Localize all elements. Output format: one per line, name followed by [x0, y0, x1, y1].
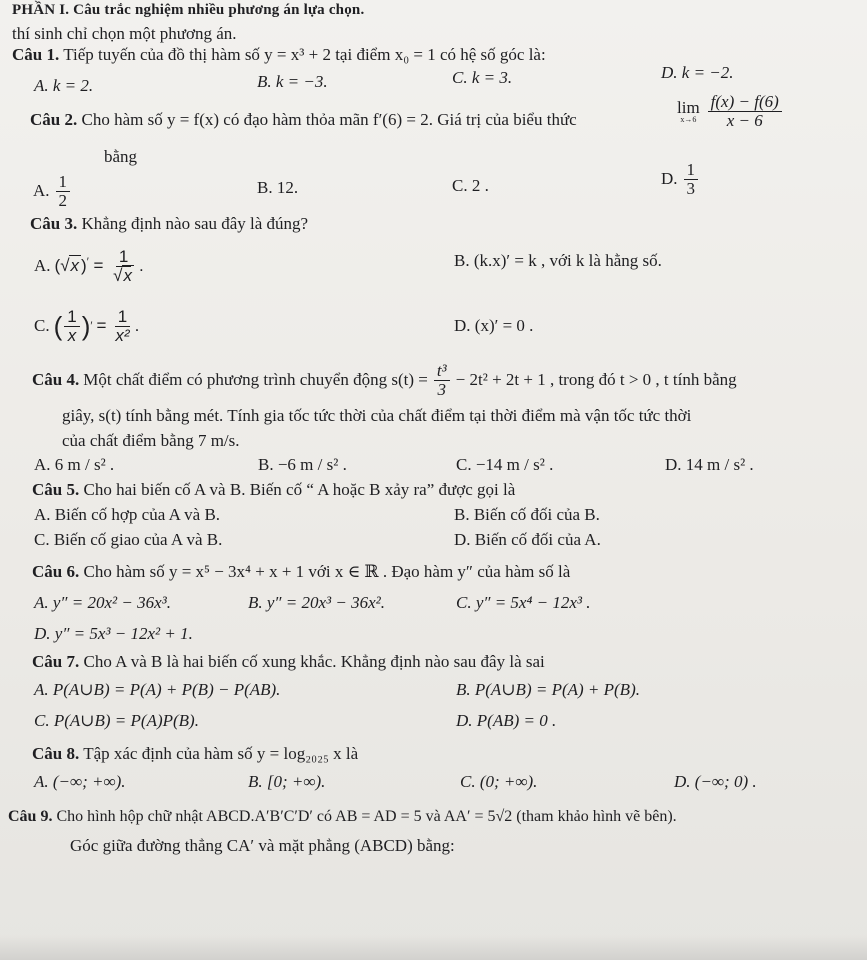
q1-option-b[interactable]: B. k = −3.: [257, 72, 328, 91]
q3-option-a[interactable]: [34, 248, 144, 285]
q4-fraction: [434, 362, 450, 399]
question-9-text: Cho hình hộp chữ nhật ABCD.A′B′C′D′ có AB = AD = 5 và AA′ = 5√2 (tham khảo hình vẽ bên).: [56, 808, 677, 825]
page-bottom-shadow: [0, 935, 867, 960]
q4-frac-den: 3: [437, 379, 446, 399]
q2-option-a-fraction: [56, 173, 71, 210]
q4-option-a[interactable]: A. 6 m / s² .: [34, 455, 115, 474]
question-9-label: Câu 9.: [8, 808, 53, 825]
question-2-label: Câu 2.: [30, 110, 78, 129]
q3-c-num: 1: [64, 308, 79, 327]
q5-option-d[interactable]: D. Biến cố đối của A.: [454, 530, 601, 549]
q3-option-a-letter: A.: [34, 256, 51, 276]
q8-option-a[interactable]: A. (−∞; +∞).: [34, 772, 126, 791]
q2-option-d-den: 3: [686, 178, 696, 198]
q7-option-a[interactable]: A. P(A∪B) = P(A) + P(B) − P(AB).: [34, 680, 281, 699]
q6-option-a[interactable]: A. y″ = 20x² − 36x³.: [34, 593, 171, 612]
q7-option-b[interactable]: B. P(A∪B) = P(A) + P(B).: [456, 680, 640, 699]
sqrt-radicand: x: [70, 255, 80, 275]
question-8: [32, 744, 358, 764]
question-3: [30, 214, 308, 234]
q3-option-c[interactable]: [34, 308, 139, 345]
limit-expression: [677, 93, 784, 130]
question-5-text: Cho hai biến cố A và B. Biến cố “ A hoặc B xảy ra” được gọi là: [83, 480, 516, 499]
q3-option-b[interactable]: B. (k.x)′ = k , với k là hằng số.: [454, 251, 662, 270]
question-6-text: Cho hàm số y = x⁵ − 3x⁴ + x + 1 với x ∈ ℝ . Đạo hàm y″ của hàm số là: [83, 562, 571, 581]
question-4-label: Câu 4.: [32, 370, 80, 390]
sqrt-x-den: x: [123, 265, 133, 285]
question-5: [32, 480, 515, 500]
q3-c-den: x: [67, 325, 77, 345]
question-4-text-a: Một chất điểm có phương trình chuyển động s(t) =: [83, 370, 428, 390]
limit-numerator: f(x) − f(6): [708, 93, 782, 112]
frac-one: 1: [116, 248, 131, 267]
q3-c-inner-fraction: [64, 308, 79, 345]
q2-option-a-letter: A.: [33, 181, 50, 201]
q6-option-c[interactable]: C. y″ = 5x⁴ − 12x³ .: [456, 593, 591, 612]
q3-option-a-fraction: $\frac{1}{√x}$: [113, 247, 133, 285]
question-7-label: Câu 7.: [32, 652, 80, 671]
limit-subscript: x→6: [680, 114, 697, 124]
q2-option-d-letter: D.: [661, 169, 678, 189]
limit-fraction: [708, 93, 782, 130]
q1-option-d[interactable]: D. k = −2.: [661, 63, 734, 82]
q3-c-equals: =: [96, 316, 107, 336]
q8-option-d[interactable]: D. (−∞; 0) .: [674, 772, 757, 791]
q7-option-c[interactable]: C. P(A∪B) = P(A)P(B).: [34, 711, 199, 730]
question-4-line-3: của chất điểm bằng 7 m/s.: [62, 431, 240, 450]
intro-text: thí sinh chỉ chọn một phương án.: [12, 24, 237, 43]
question-1: [12, 45, 546, 65]
q2-option-a[interactable]: [33, 173, 72, 210]
q3-option-a-formula: (√x )′ = $\frac{1}{√x}$ .: [54, 247, 144, 285]
q1-option-a[interactable]: A. k = 2.: [34, 76, 94, 95]
limit-denominator: x − 6: [726, 110, 763, 130]
question-1-text: Tiếp tuyến của đồ thị hàm số y = x³ + 2 tại điểm x₀ = 1 có hệ số góc là:: [63, 45, 546, 64]
question-1-label: Câu 1.: [12, 45, 60, 64]
question-7: [32, 652, 545, 672]
equals-sign: =: [93, 255, 104, 275]
q4-option-d[interactable]: D. 14 m / s² .: [665, 455, 754, 474]
question-8-label: Câu 8.: [32, 744, 80, 763]
q5-option-a[interactable]: A. Biến cố hợp của A và B.: [34, 505, 221, 524]
question-4-line-2: giây, s(t) tính bằng mét. Tính gia tốc tức thời của chất điểm tại thời điểm mà vận tốc tức thời: [62, 406, 692, 425]
question-2-text: Cho hàm số y = f(x) có đạo hàm thỏa mãn f′(6) = 2. Giá trị của biểu thức: [81, 110, 577, 129]
q5-option-b[interactable]: B. Biến cố đối của B.: [454, 505, 600, 524]
q3-option-d[interactable]: D. (x)′ = 0 .: [454, 316, 534, 335]
q3-c-result-num: 1: [115, 308, 130, 327]
period: .: [139, 255, 144, 275]
q2-option-d-fraction: [684, 161, 699, 198]
question-6: [32, 562, 570, 582]
q3-c-result-fraction: [112, 308, 132, 345]
q7-option-d[interactable]: D. P(AB) = 0 .: [456, 711, 557, 730]
limit-word: lim: [677, 97, 700, 117]
q8-option-b[interactable]: B. [0; +∞).: [248, 772, 326, 791]
q2-option-a-den: 2: [58, 190, 68, 210]
q6-option-d[interactable]: D. y″ = 5x³ − 12x² + 1.: [34, 624, 193, 643]
q2-option-d[interactable]: [661, 161, 700, 198]
q2-option-d-num: 1: [684, 161, 699, 180]
q3-c-period: .: [134, 316, 140, 336]
q4-option-b[interactable]: B. −6 m / s² .: [258, 455, 347, 474]
q1-option-c[interactable]: C. k = 3.: [452, 68, 513, 87]
question-3-label: Câu 3.: [30, 214, 78, 233]
question-9: [8, 808, 677, 826]
question-3-text: Khẳng định nào sau đây là đúng?: [81, 214, 309, 233]
q3-option-c-formula: ( $\frac{1}{x}$ ) ′ = $\frac{1}{\text{x²}}$ .: [53, 307, 140, 345]
q4-frac-num: t³: [434, 362, 450, 381]
q8-option-c[interactable]: C. (0; +∞).: [460, 772, 538, 791]
q3-c-result-den: x²: [115, 325, 130, 345]
q3-option-c-letter: C.: [34, 316, 50, 336]
question-8-text: Tập xác định của hàm số y = log₂₀₂₅ x là: [83, 744, 359, 763]
question-9-line-2: Góc giữa đường thẳng CA′ và mặt phẳng (ABCD) bằng:: [70, 836, 455, 855]
q5-option-c[interactable]: C. Biến cố giao của A và B.: [34, 530, 223, 549]
question-6-label: Câu 6.: [32, 562, 80, 581]
q2-option-b[interactable]: B. 12.: [257, 178, 299, 197]
q2-option-c[interactable]: C. 2 .: [452, 176, 489, 195]
question-2-continuation: bằng: [104, 147, 138, 166]
section-header: PHẦN I. Câu trắc nghiệm nhiều phương án lựa chọn.: [12, 2, 365, 18]
question-4-text-b: − 2t² + 2t + 1 , trong đó t > 0 , t tính bằng: [455, 370, 737, 390]
q6-option-b[interactable]: B. y″ = 20x³ − 36x².: [248, 593, 385, 612]
question-5-label: Câu 5.: [32, 480, 80, 499]
question-4: [32, 362, 737, 399]
q4-option-c[interactable]: C. −14 m / s² .: [456, 455, 554, 474]
question-7-text: Cho A và B là hai biến cố xung khắc. Khẳng định nào sau đây là sai: [83, 652, 545, 671]
prime-mark: ′: [86, 255, 89, 268]
question-2: [30, 110, 577, 130]
q2-option-a-num: 1: [56, 173, 71, 192]
